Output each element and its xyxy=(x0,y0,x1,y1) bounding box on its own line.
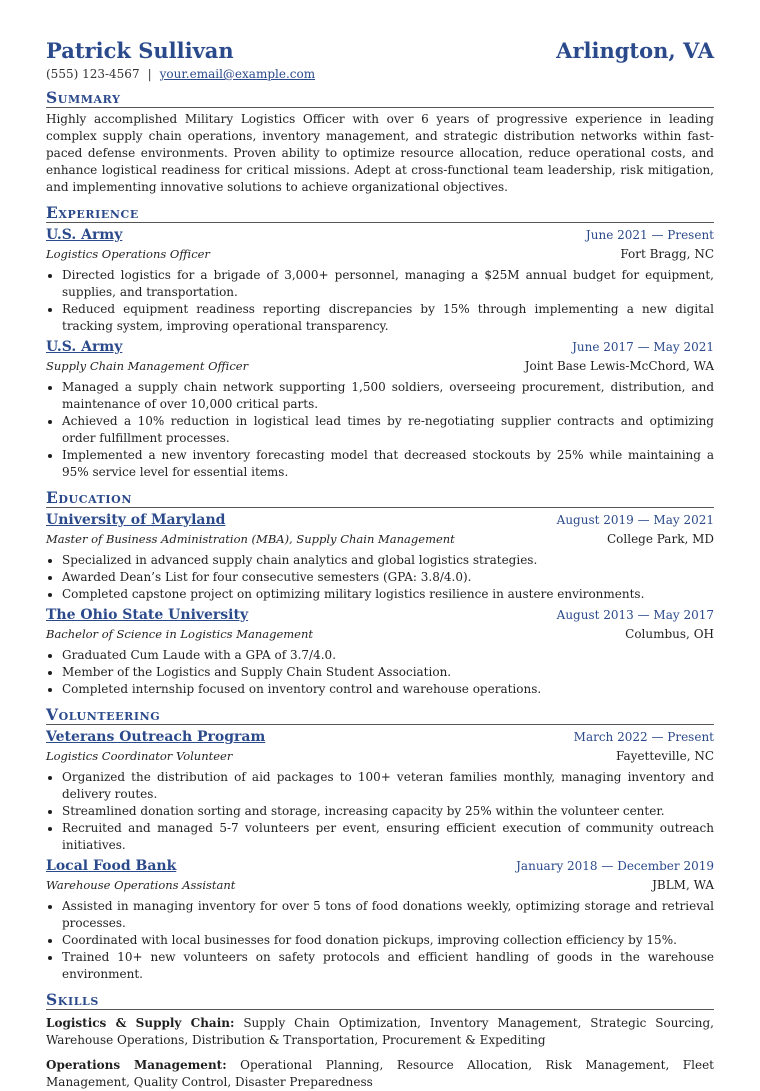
entry-role: Logistics Coordinator Volunteer xyxy=(46,749,233,763)
organization-name: U.S. Army xyxy=(46,339,123,355)
skill-group-label: Operations Management: xyxy=(46,1058,227,1072)
entry-subheader-row xyxy=(46,357,714,375)
organization-name: Veterans Outreach Program xyxy=(46,729,266,745)
experience-list xyxy=(46,226,714,481)
organization-name: U.S. Army xyxy=(46,227,123,243)
organization-name: University of Maryland xyxy=(46,512,226,528)
entry-subheader-row xyxy=(46,747,714,765)
bullet-item: • Implemented a new inventory forecasting model that decreased stockouts by 25% while maintaining a 95% service level for essential items. xyxy=(62,447,714,481)
entry-location: JBLM, WA xyxy=(652,878,714,892)
skills-heading: Skills xyxy=(46,991,714,1010)
candidate-name: Patrick Sullivan xyxy=(46,38,234,63)
entry-dates: March 2022 — Present xyxy=(573,730,714,744)
organization-name: The Ohio State University xyxy=(46,607,249,623)
bullet-item: • Specialized in advanced supply chain analytics and global logistics strategies. xyxy=(62,552,714,569)
entry-role: Supply Chain Management Officer xyxy=(46,359,249,373)
skill-group xyxy=(46,1015,714,1049)
bullet-item: • Achieved a 10% reduction in logistical lead times by re-negotiating supplier contracts and optimizing order fulfillment processes. xyxy=(62,413,714,447)
education-entry xyxy=(46,606,714,698)
entry-header-row xyxy=(46,728,714,747)
bullet-list xyxy=(46,769,714,854)
bullet-list xyxy=(46,898,714,983)
bullet-item: • Completed capstone project on optimizing military logistics resilience in austere environments. xyxy=(62,586,714,603)
entry-header-row xyxy=(46,338,714,357)
bullet-list xyxy=(46,267,714,335)
entry-header-row xyxy=(46,511,714,530)
experience-entry xyxy=(46,338,714,481)
email-link[interactable]: your.email@example.com xyxy=(159,67,316,81)
skill-group-items: Operational Planning, Resource Allocation, Risk Management, Fleet Management, Quality Control, Disaster Preparedness xyxy=(46,1058,714,1089)
resume-page xyxy=(46,38,714,1091)
entry-subheader-row xyxy=(46,530,714,548)
summary-text: Highly accomplished Military Logistics Officer with over 6 years of progressive experience in leading complex supply chain operations, inventory management, and strategic distribution networks within fast-paced defense environments. Proven ability to optimize resource allocation, reduce operational costs, and enhance logistical readiness for critical missions. Adept at cross-functional team leadership, risk mitigation, and implementing innovative solutions to achieve organizational objectives. xyxy=(46,112,714,194)
bullet-item: • Coordinated with local businesses for food donation pickups, improving collection efficiency by 15%. xyxy=(62,932,714,949)
entry-location: Fort Bragg, NC xyxy=(620,247,714,261)
experience-heading: Experience xyxy=(46,204,714,223)
education-entry xyxy=(46,511,714,603)
entry-subheader-row xyxy=(46,876,714,894)
skill-group xyxy=(46,1057,714,1091)
bullet-item: • Member of the Logistics and Supply Chain Student Association. xyxy=(62,664,714,681)
entry-role: Master of Business Administration (MBA), Supply Chain Management xyxy=(46,532,455,546)
entry-header-row xyxy=(46,857,714,876)
entry-role: Bachelor of Science in Logistics Management xyxy=(46,627,313,641)
bullet-item: • Directed logistics for a brigade of 3,000+ personnel, managing a $25M annual budget for equipment, supplies, and transportation. xyxy=(62,267,714,301)
education-heading: Education xyxy=(46,489,714,508)
entry-subheader-row xyxy=(46,625,714,643)
resume-header xyxy=(46,38,714,63)
entry-dates: January 2018 — December 2019 xyxy=(516,859,714,873)
bullet-item: • Organized the distribution of aid packages to 100+ veteran families monthly, managing inventory and delivery routes. xyxy=(62,769,714,803)
contact-separator: | xyxy=(147,67,152,81)
entry-dates: June 2021 — Present xyxy=(585,228,714,242)
entry-location: Fayetteville, NC xyxy=(616,749,714,763)
bullet-item: • Assisted in managing inventory for over 5 tons of food donations weekly, optimizing storage and retrieval processes. xyxy=(62,898,714,932)
entry-location: Joint Base Lewis-McChord, WA xyxy=(524,359,714,373)
volunteering-list xyxy=(46,728,714,983)
entry-dates: August 2013 — May 2017 xyxy=(556,608,714,622)
bullet-list xyxy=(46,379,714,481)
entry-role: Logistics Operations Officer xyxy=(46,247,210,261)
entry-role: Warehouse Operations Assistant xyxy=(46,878,236,892)
education-list xyxy=(46,511,714,698)
bullet-list xyxy=(46,552,714,603)
entry-location: College Park, MD xyxy=(606,532,714,546)
bullet-item: • Trained 10+ new volunteers on safety protocols and efficient handling of goods in the warehouse environment. xyxy=(62,949,714,983)
volunteering-entry xyxy=(46,857,714,983)
skill-group-label: Logistics & Supply Chain: xyxy=(46,1016,235,1030)
entry-subheader-row xyxy=(46,245,714,263)
skill-group-items: Supply Chain Optimization, Inventory Management, Strategic Sourcing, Warehouse Operations, Distribution & Transportation, Procurement & Expediting xyxy=(46,1016,714,1047)
candidate-location: Arlington, VA xyxy=(556,38,714,63)
entry-dates: August 2019 — May 2021 xyxy=(556,513,714,527)
bullet-item: • Reduced equipment readiness reporting discrepancies by 15% through implementing a new digital tracking system, improving operational transparency. xyxy=(62,301,714,335)
volunteering-heading: Volunteering xyxy=(46,706,714,725)
bullet-item: • Recruited and managed 5-7 volunteers per event, ensuring efficient execution of community outreach initiatives. xyxy=(62,820,714,854)
contact-line xyxy=(46,67,714,81)
entry-header-row xyxy=(46,606,714,625)
entry-dates: June 2017 — May 2021 xyxy=(572,340,714,354)
organization-name: Local Food Bank xyxy=(46,858,177,874)
experience-entry xyxy=(46,226,714,335)
volunteering-entry xyxy=(46,728,714,854)
bullet-list xyxy=(46,647,714,698)
phone-number: (555) 123-4567 xyxy=(46,67,140,81)
bullet-item: • Streamlined donation sorting and storage, increasing capacity by 25% within the volunteer center. xyxy=(62,803,714,820)
bullet-item: • Managed a supply chain network supporting 1,500 soldiers, overseeing procurement, distribution, and maintenance of over 10,000 critical parts. xyxy=(62,379,714,413)
bullet-item: • Graduated Cum Laude with a GPA of 3.7/4.0. xyxy=(62,647,714,664)
entry-header-row xyxy=(46,226,714,245)
bullet-item: • Awarded Dean’s List for four consecutive semesters (GPA: 3.8/4.0). xyxy=(62,569,714,586)
summary-heading: Summary xyxy=(46,89,714,108)
bullet-item: • Completed internship focused on inventory control and warehouse operations. xyxy=(62,681,714,698)
entry-location: Columbus, OH xyxy=(625,627,714,641)
